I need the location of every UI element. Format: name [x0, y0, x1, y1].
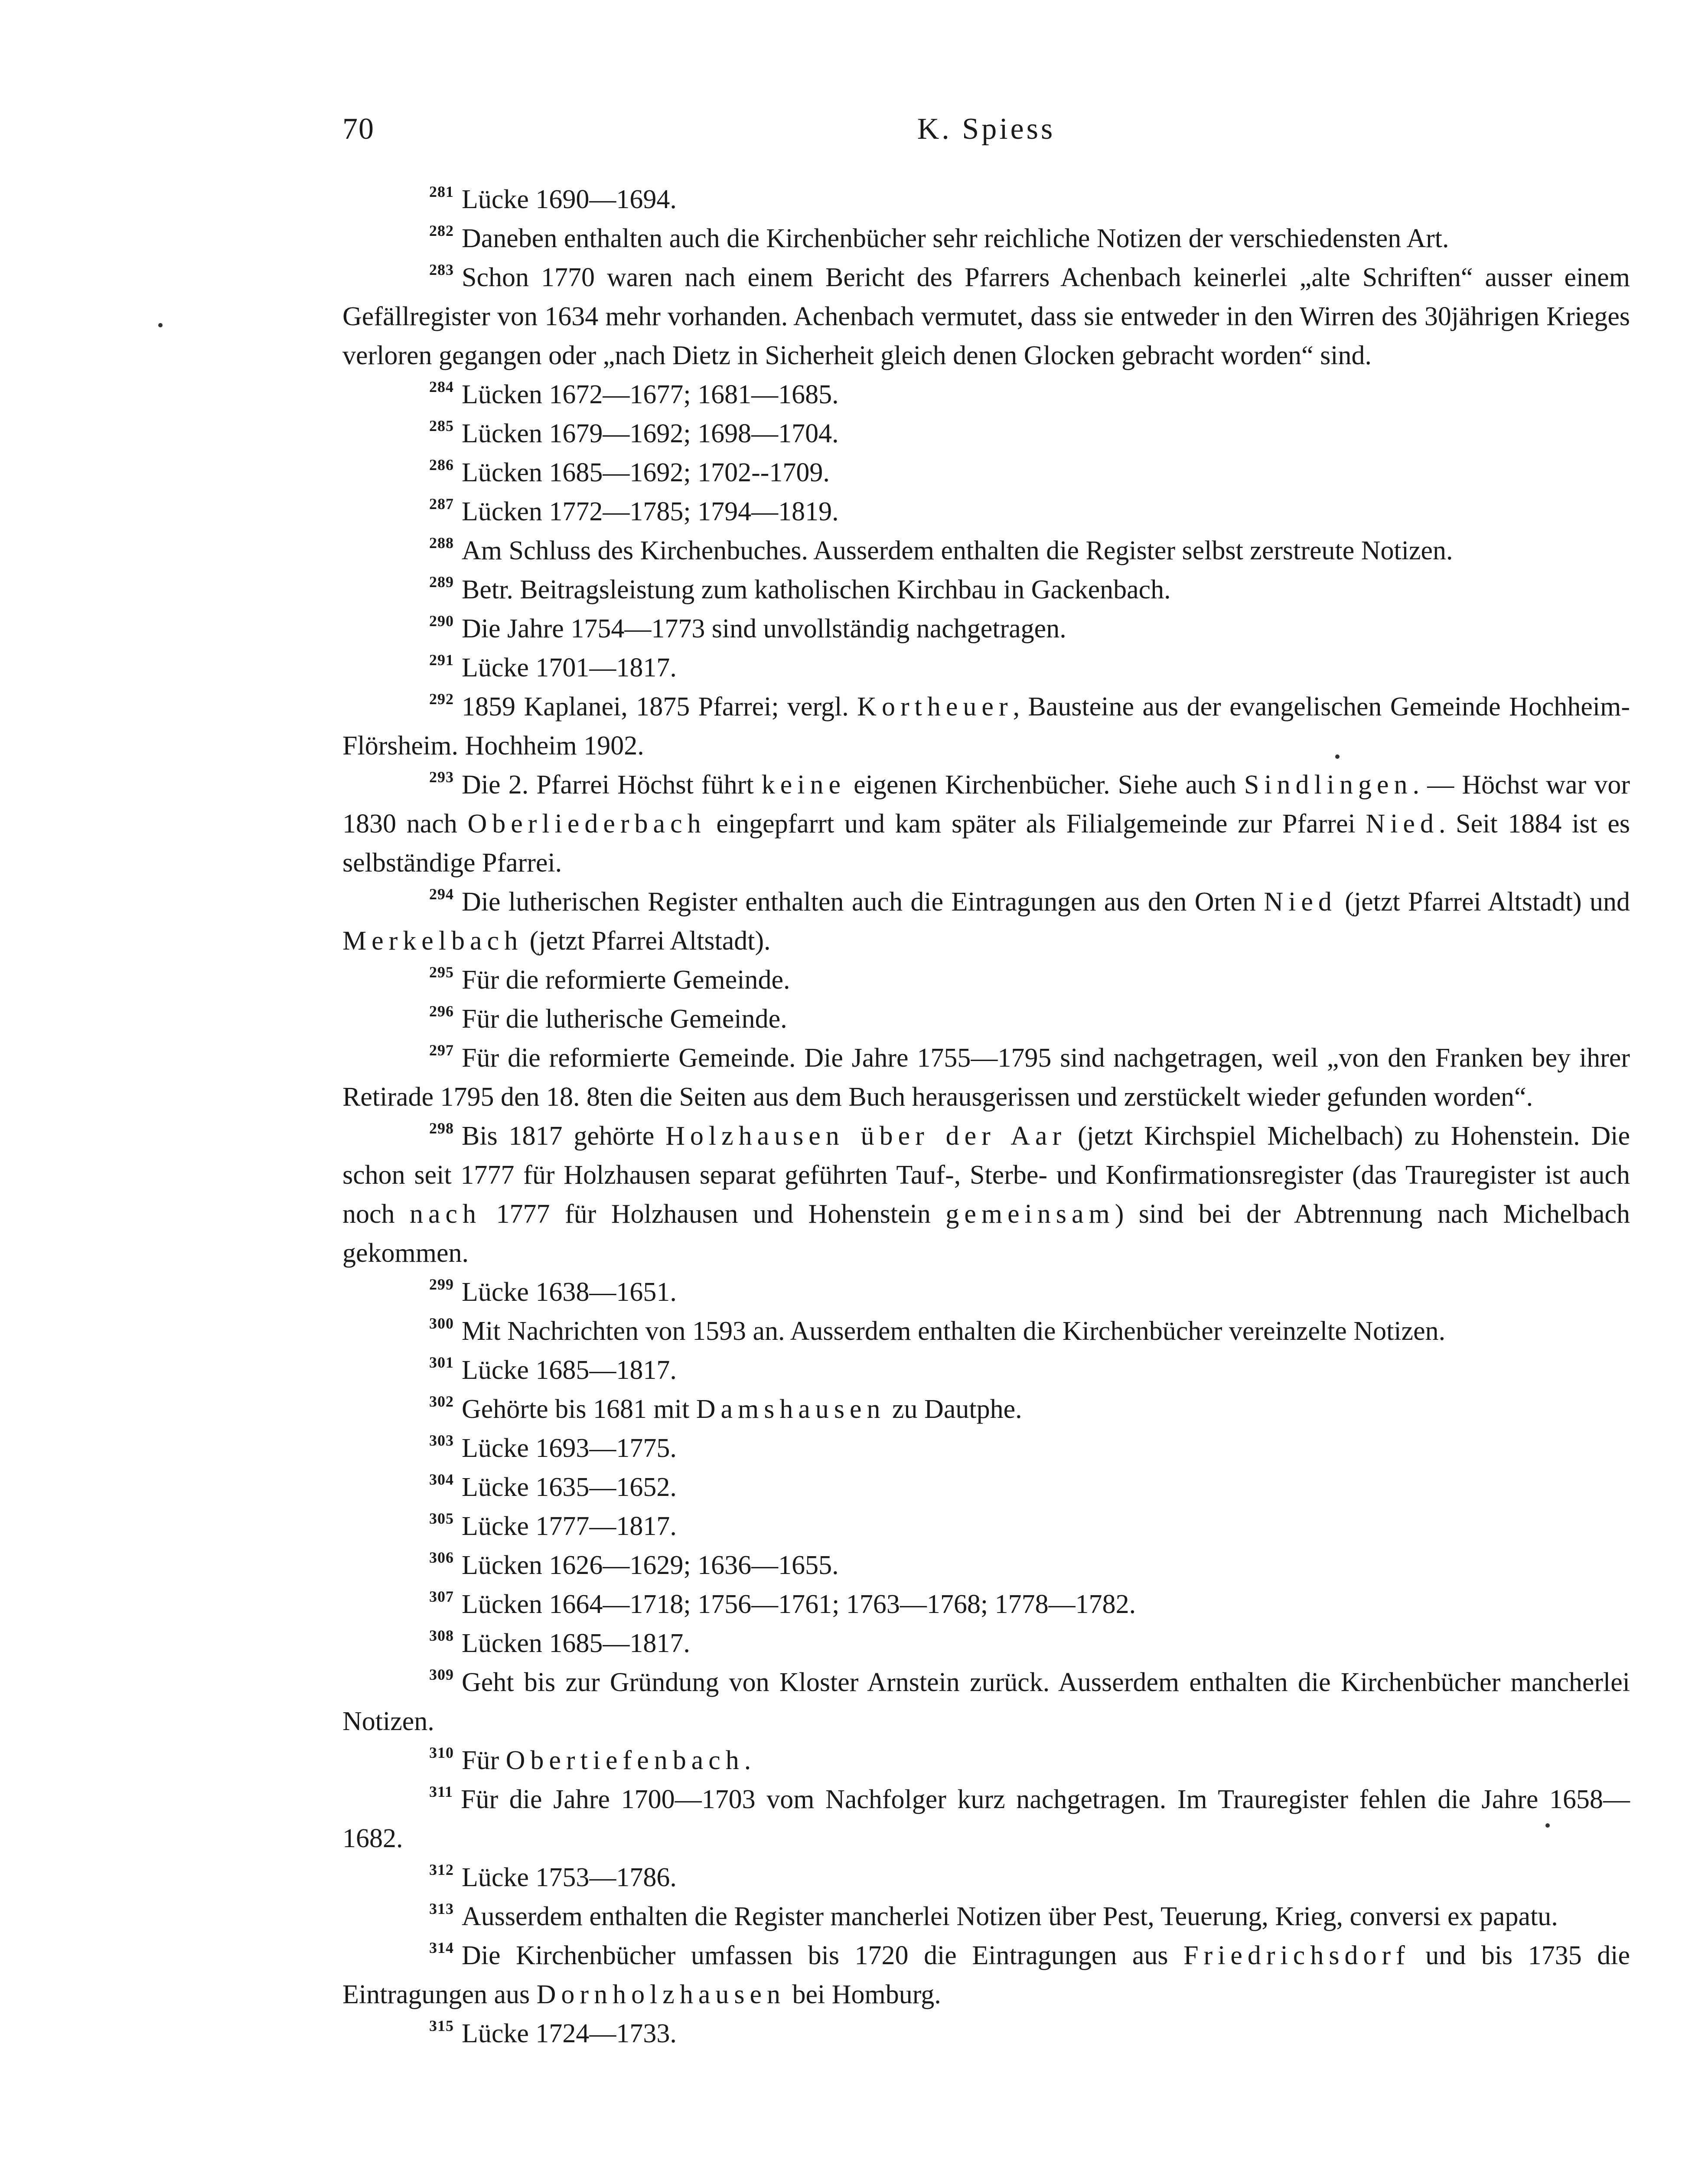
footnote-281	[342, 180, 1630, 219]
footnote-text: Lücken 1772—1785; 1794—1819.	[462, 497, 839, 526]
footnote-294	[342, 882, 1630, 960]
scan-speck	[1335, 754, 1340, 759]
footnote-text: ) sind bei der Abtrennung nach Michelbach gekommen.	[342, 1199, 1630, 1268]
footnote-number: 311	[429, 1783, 453, 1800]
footnotes-list	[342, 180, 1630, 2053]
footnote-number: 297	[429, 1042, 454, 1059]
footnote-number: 300	[429, 1315, 454, 1332]
footnote-number: 289	[429, 573, 454, 591]
footnote-310	[342, 1741, 1630, 1780]
spaced-name: Oberliederbach	[467, 809, 706, 839]
footnote-301	[342, 1351, 1630, 1390]
scan-speck	[158, 323, 163, 327]
footnote-number: 303	[429, 1432, 454, 1449]
footnote-number: 304	[429, 1471, 454, 1488]
footnote-308	[342, 1624, 1630, 1663]
footnote-text: Die Kirchenbücher umfassen bis 1720 die Eintragungen aus	[462, 1941, 1184, 1970]
footnote-292	[342, 687, 1630, 765]
footnote-text: eingepfarrt und kam später als Filialgemeinde zur Pfarrei	[706, 809, 1366, 839]
footnote-314	[342, 1936, 1630, 2014]
spaced-name: Kortheuer	[857, 692, 1013, 722]
footnote-text: und bis 1735 die Eintragungen aus	[342, 1941, 1630, 2009]
footnote-number: 287	[429, 495, 454, 513]
spaced-name: keine	[761, 770, 846, 800]
footnote-284	[342, 375, 1630, 414]
scan-speck	[1545, 1823, 1550, 1828]
footnote-number: 296	[429, 1002, 454, 1020]
footnote-text: 1859 Kaplanei, 1875 Pfarrei; vergl.	[462, 692, 857, 722]
footnote-number: 292	[429, 690, 454, 708]
footnote-text: . Seit 1884 ist es selbständige Pfarrei.	[342, 809, 1630, 878]
footnote-text: Lücke 1724—1733.	[462, 2019, 677, 2048]
footnote-282	[342, 219, 1630, 258]
footnote-text: Schon 1770 waren nach einem Bericht des Pfarrers Achenbach keinerlei „alte Schriften“ ausser einem Gefällregister von 1634 mehr vorhanden. Achenbach vermutet, dass sie entweder in den Wirren des 30jährigen Krieges verloren gegangen oder „nach Dietz in Sicherheit gleich denen Glocken gebracht worden“ sind.	[342, 263, 1630, 370]
footnote-291	[342, 648, 1630, 687]
footnote-text: Für die reformierte Gemeinde.	[462, 965, 790, 995]
footnote-text: , Bausteine aus der evangelischen Gemeinde Hochheim-Flörsheim. Hochheim 1902.	[342, 692, 1630, 761]
footnote-text: Für die Jahre 1700—1703 vom Nachfolger kurz nachgetragen. Im Trauregister fehlen die Jahre 1658—1682.	[342, 1785, 1630, 1853]
footnote-293	[342, 765, 1630, 882]
footnote-number: 305	[429, 1510, 454, 1527]
footnote-text: Lücken 1685—1692; 1702--1709.	[462, 458, 830, 487]
footnote-313	[342, 1897, 1630, 1936]
footnote-296	[342, 999, 1630, 1038]
footnote-number: 294	[429, 885, 454, 903]
footnote-302	[342, 1390, 1630, 1429]
footnote-number: 310	[429, 1744, 454, 1761]
footnote-text: . — Höchst war vor 1830 nach	[342, 770, 1630, 839]
footnote-305	[342, 1507, 1630, 1546]
spaced-name: Damshausen	[696, 1394, 886, 1424]
footnote-307	[342, 1585, 1630, 1624]
footnote-306	[342, 1546, 1630, 1585]
footnote-311	[342, 1780, 1630, 1858]
footnote-290	[342, 609, 1630, 648]
footnote-text: Die Jahre 1754—1773 sind unvollständig nachgetragen.	[462, 614, 1066, 643]
footnote-number: 306	[429, 1549, 454, 1566]
footnote-295	[342, 960, 1630, 999]
footnote-text: Lücke 1638—1651.	[462, 1277, 677, 1307]
footnote-text: (jetzt Pfarrei Altstadt).	[523, 926, 771, 956]
footnote-number: 315	[429, 2017, 454, 2034]
footnote-text: Lücke 1777—1817.	[462, 1512, 677, 1541]
footnote-text: Die lutherischen Register enthalten auch die Eintragungen aus den Orten	[462, 887, 1264, 917]
footnote-number: 293	[429, 768, 454, 786]
footnote-number: 282	[429, 222, 454, 239]
footnote-text: Lücke 1690—1694.	[462, 185, 677, 214]
spaced-name: Holzhausen über der Aar	[665, 1121, 1067, 1151]
footnote-number: 283	[429, 261, 454, 278]
footnote-283	[342, 258, 1630, 375]
footnote-text: Betr. Beitragsleistung zum katholischen Kirchbau in Gackenbach.	[462, 575, 1171, 604]
footnote-text: Am Schluss des Kirchenbuches. Ausserdem enthalten die Register selbst zerstreute Notizen.	[462, 536, 1453, 565]
footnote-text: Geht bis zur Gründung von Kloster Arnstein zurück. Ausserdem enthalten die Kirchenbücher mancherlei Notizen.	[342, 1668, 1630, 1736]
footnote-299	[342, 1273, 1630, 1312]
footnote-text: Bis 1817 gehörte	[462, 1121, 666, 1151]
footnote-text: Lücken 1626—1629; 1636—1655.	[462, 1551, 839, 1580]
footnote-303	[342, 1429, 1630, 1468]
footnote-text: zu Dautphe.	[885, 1394, 1022, 1424]
spaced-name: Nied	[1366, 809, 1439, 839]
footnote-text: Lücken 1672—1677; 1681—1685.	[462, 380, 839, 409]
footnote-number: 295	[429, 963, 454, 981]
footnote-309	[342, 1663, 1630, 1741]
footnote-text: Lücken 1664—1718; 1756—1761; 1763—1768; 1778—1782.	[462, 1590, 1136, 1619]
footnote-285	[342, 414, 1630, 453]
footnote-number: 298	[429, 1120, 454, 1137]
footnote-text: .	[744, 1746, 751, 1775]
footnote-297	[342, 1038, 1630, 1117]
footnote-298	[342, 1117, 1630, 1273]
spaced-name: gemeinsam	[945, 1199, 1115, 1229]
spaced-name: nach	[410, 1199, 482, 1229]
page-number: 70	[342, 112, 375, 146]
spaced-name: Merkelbach	[342, 926, 523, 956]
footnote-number: 308	[429, 1627, 454, 1644]
footnote-text: Für die lutherische Gemeinde.	[462, 1004, 787, 1034]
footnote-text: Daneben enthalten auch die Kirchenbücher sehr reichliche Notizen der verschiedensten Art.	[462, 224, 1449, 253]
footnote-312	[342, 1858, 1630, 1897]
footnote-text: Lücke 1635—1652.	[462, 1473, 677, 1502]
footnote-text: Die 2. Pfarrei Höchst führt	[462, 770, 762, 800]
footnote-number: 285	[429, 417, 454, 434]
footnote-text: Lücke 1685—1817.	[462, 1355, 677, 1385]
footnote-text: Mit Nachrichten von 1593 an. Ausserdem enthalten die Kirchenbücher vereinzelte Notizen.	[462, 1316, 1446, 1346]
spaced-name: Nied	[1264, 887, 1337, 917]
footnote-number: 307	[429, 1588, 454, 1605]
footnote-number: 284	[429, 378, 454, 395]
footnote-number: 301	[429, 1354, 454, 1371]
footnote-text: bei Homburg.	[786, 1980, 941, 2009]
spaced-name: Dornholzhausen	[536, 1980, 786, 2009]
footnote-text: Lücke 1693—1775.	[462, 1433, 677, 1463]
running-head: K. Spiess	[917, 112, 1056, 146]
footnote-number: 299	[429, 1276, 454, 1293]
footnote-number: 313	[429, 1900, 454, 1917]
footnote-text: Lücke 1701—1817.	[462, 653, 677, 682]
footnote-number: 290	[429, 612, 454, 630]
footnote-289	[342, 570, 1630, 609]
footnote-text: eigenen Kirchenbücher. Siehe auch	[846, 770, 1244, 800]
footnote-number: 314	[429, 1939, 454, 1956]
footnote-text: 1777 für Holzhausen und Hohenstein	[481, 1199, 946, 1229]
footnote-288	[342, 531, 1630, 570]
footnote-text: Für	[462, 1746, 506, 1775]
footnote-number: 281	[429, 183, 454, 200]
footnote-number: 288	[429, 534, 454, 552]
footnote-number: 286	[429, 456, 454, 473]
footnote-286	[342, 453, 1630, 492]
footnote-text: Für die reformierte Gemeinde. Die Jahre 1755—1795 sind nachgetragen, weil „von den Franken bey ihrer Retirade 1795 den 18. 8ten die Seiten aus dem Buch herausgerissen und zerstückelt wieder gefunden worden“.	[342, 1043, 1630, 1112]
footnote-text: Lücke 1753—1786.	[462, 1863, 677, 1892]
footnote-text: (jetzt Pfarrei Altstadt) und	[1336, 887, 1630, 917]
footnote-number: 312	[429, 1861, 454, 1878]
spaced-name: Obertiefenbach	[505, 1746, 744, 1775]
footnote-text: Ausserdem enthalten die Register mancherlei Notizen über Pest, Teuerung, Krieg, conversi ex papatu.	[462, 1902, 1558, 1931]
footnote-number: 302	[429, 1393, 454, 1410]
footnote-number: 291	[429, 651, 454, 669]
footnote-300	[342, 1312, 1630, 1351]
footnote-number: 309	[429, 1666, 454, 1683]
footnote-315	[342, 2014, 1630, 2053]
footnote-287	[342, 492, 1630, 531]
footnote-304	[342, 1468, 1630, 1507]
spaced-name: Friedrichsdorf	[1183, 1941, 1410, 1970]
footnote-text: Lücken 1685—1817.	[462, 1629, 690, 1658]
footnote-text: Gehörte bis 1681 mit	[462, 1394, 696, 1424]
page-header	[342, 112, 1630, 160]
footnote-text: Lücken 1679—1692; 1698—1704.	[462, 419, 839, 448]
footnote-text: (jetzt Kirchspiel Michelbach) zu Hohenstein. Die schon seit 1777 für Holzhausen separat geführten Tauf-, Sterbe- und Konfirmationsregister (das Trauregister ist auch noch	[342, 1121, 1630, 1229]
spaced-name: Sindlingen	[1244, 770, 1413, 800]
